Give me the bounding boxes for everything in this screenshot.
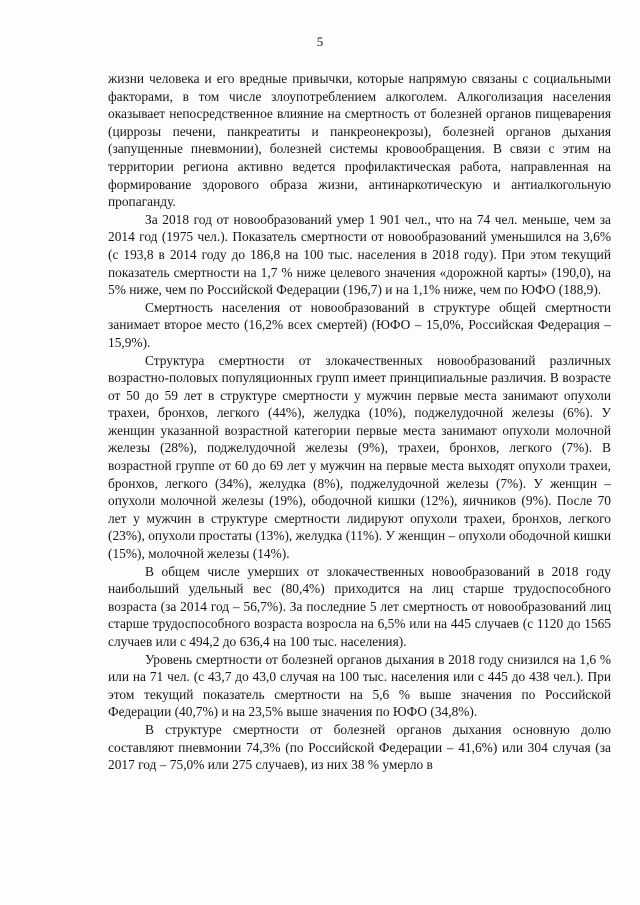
paragraph-elderly-cancer-deaths: В общем числе умерших от злокачественных новообразований в 2018 году наибольший удельный вес (80,4%) приходится на лиц старше трудоспособного возраста (за 2014 год – 56,7%). За последние 5 лет смертность от новообразований лиц старше трудоспособного возраста возросла на 6,5% или на 445 случаев (с 1120 до 1565 случаев или с 494,2 до 636,4 на 100 тыс. населения). [108,563,611,649]
document-body [108,70,611,774]
paragraph-pneumonia-share: В структуре смертности от болезней органов дыхания основную долю составляют пневмонии 74,3% (по Российской Федерации – 41,6%) или 304 случая (за 2017 год – 75,0% или 275 случаев), из них 38 % умерло в [108,721,611,773]
paragraph-lifestyle-factors: жизни человека и его вредные привычки, которые напрямую связаны с социальными факторами, в том числе злоупотреблением алкоголем. Алкоголизация населения оказывает непосредственное влияние на смертность от болезней органов пищеварения (циррозы печени, панкреатиты и панкреонекрозы), болезней органов дыхания (запущенные пневмонии), болезней системы кровообращения. В связи с этим на территории региона активно ведется профилактическая работа, направленная на формирование здорового образа жизни, антинаркотическую и антиалкогольную пропаганду. [108,71,611,210]
paragraph-respiratory-mortality: Уровень смертности от болезней органов дыхания в 2018 году снизился на 1,6 % или на 71 чел. (с 43,7 до 43,0 случая на 100 тыс. населения или с 445 до 438 чел.). При этом текущий показатель смертности на 5,6 % выше значения по Российской Федерации (40,7%) и на 23,5% выше значения по ЮФО (34,8%). [108,651,611,720]
paragraph-cancer-structure-by-age-sex: Структура смертности от злокачественных новообразований различных возрастно-половых популяционных групп имеет принципиальные различия. В возрасте от 50 до 59 лет в структуре смертности у мужчин первые места занимают опухоли трахеи, бронхов, легкого (44%), желудка (10%), поджелудочной железы (6%). У женщин указанной возрастной категории первые места занимают опухоли молочной железы (28%), поджелудочной железы (9%), трахеи, бронхов, легкого (7%). В возрастной группе от 60 до 69 лет у мужчин на первые места выходят опухоли трахеи, бронхов, легкого (34%), желудка (8%), поджелудочной железы (7%). У женщин – опухоли молочной железы (19%), ободочной кишки (12%), яичников (9%). После 70 лет у мужчин в структуре смертности лидируют опухоли трахеи, бронхов, легкого (23%), опухоли простаты (13%), желудка (11%). У женщин – опухоли ободочной кишки (15%), молочной железы (14%). [108,352,611,562]
paragraph-neoplasm-share: Смертность населения от новообразований в структуре общей смертности занимает второе место (16,2% всех смертей) (ЮФО – 15,0%, Российская Федерация – 15,9%). [108,299,611,350]
paragraph-neoplasm-mortality-2018: За 2018 год от новообразований умер 1 901 чел., что на 74 чел. меньше, чем за 2014 год (1975 чел.). Показатель смертности от новообразований уменьшился на 3,6% (с 193,8 в 2014 году до 186,8 на 100 тыс. населения в 2018 году). При этом текущий показатель смертности на 1,7 % ниже целевого значения «дорожной карты» (190,0), на 5% ниже, чем по Российской Федерации (196,7) и на 1,1% ниже, чем по ЮФО (188,9). [108,211,611,298]
page-number: 5 [316,34,324,49]
